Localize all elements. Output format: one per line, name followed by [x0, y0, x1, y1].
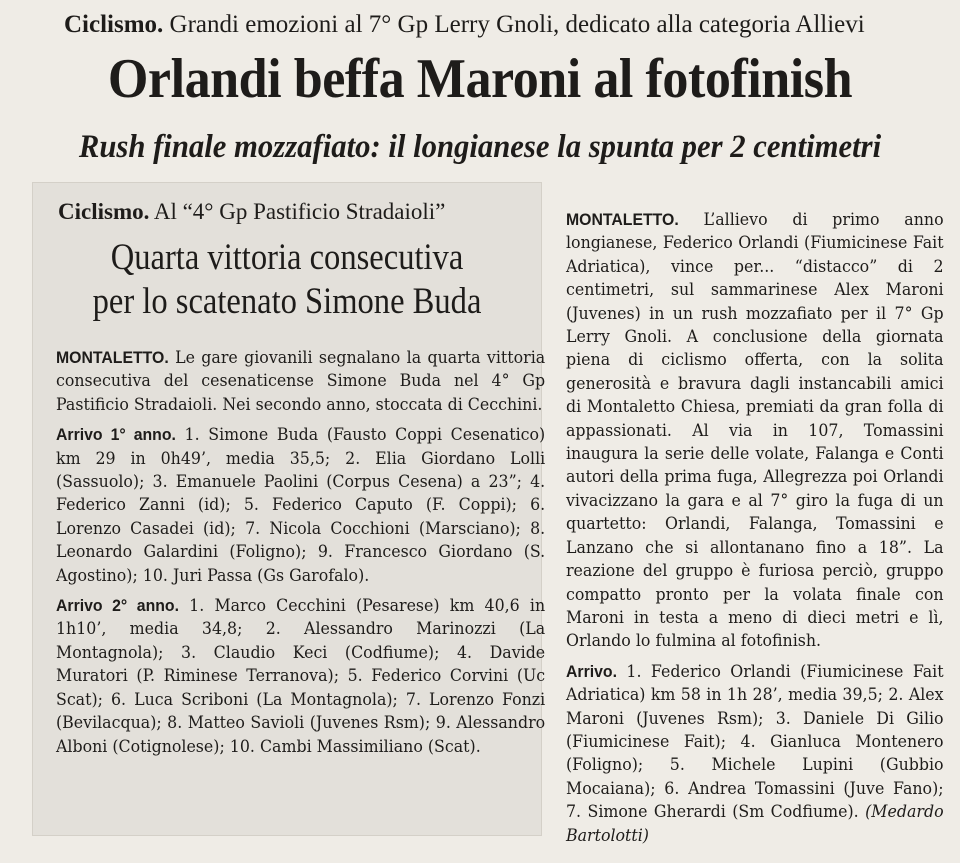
dateline: MONTALETTO.	[566, 210, 679, 229]
sidebar-paragraph	[56, 346, 545, 417]
results-lead: Arrivo 2° anno.	[56, 596, 179, 616]
results-first-year	[56, 423, 545, 588]
paragraph-text: L’allievo di primo anno longianese, Federico Orlandi (Fiumicinese Fait Adriatica), vince per... “distacco” di 2 centimetri, sul sammarinese Alex Maroni (Juvenes) in un rush mozzafiato per il 7° Gp Lerry Gnoli. A conclusione della giornata piena di ciclismo offerta, con la solita generosità e bravura dagli instancabili amici di Montaletto Chiesa, premiati da gran folla di appassionati. Al via in 107, Tomassini inaugura la serie delle volate, Falanga e Conti autori della prima fuga, Allegrezza poi Orlandi vivacizzano la gara e al 7° giro la fuga di un quartetto: Orlandi, Falanga, Tomassini e Lanzano che si allontanano fino a 18”. La reazione del gruppo è furiosa perciò, gruppo compatto pronto per la volata finale con Maroni in testa a meno di dieci metri e lì, Orlando lo fulmina al fotofinish.	[566, 210, 944, 652]
main-paragraph	[566, 208, 944, 654]
sidebar-kicker	[58, 196, 538, 228]
sidebar-title-line2: per lo scatenato Simone Buda	[92, 281, 482, 322]
results-text: 1. Simone Buda (Fausto Coppi Cesenatico) km 29 in 0h49’, media 35,5; 2. Elia Giordano Lolli (Sassuolo); 3. Emanuele Paolini (Corpus Cesena) a 23”; 4. Federico Zanni (id); 5. Federico Caputo (F. Coppi); 6. Lorenzo Casadei (id); 7. Nicola Cocchioni (Marsciano); 8. Leonardo Galardini (Foligno); 9. Francesco Giordano (S. Agostino); 10. Juri Passa (Gs Garofalo).	[56, 425, 546, 586]
sidebar-kicker-text: Al “4° Gp Pastificio Stradaioli”	[153, 199, 446, 224]
kicker-text: Grandi emozioni al 7° Gp Lerry Gnoli, dedicato alla categoria Allievi	[169, 11, 865, 38]
results-main	[566, 660, 944, 848]
subheadline: Rush finale mozzafiato: il longianese la spunta per 2 centimetri	[78, 129, 882, 165]
sidebar-body	[56, 346, 545, 759]
headline: Orlandi beffa Maroni al fotofinish	[107, 48, 853, 110]
results-text: 1. Federico Orlandi (Fiumicinese Fait Adriatica) km 58 in 1h 28’, media 39,5; 2. Alex Maroni (Juvenes Rsm); 3. Daniele Di Gilio (Fiumicinese Fait); 4. Gianluca Montenero (Foligno); 5. Michele Lupini (Gubbio Mocaiana); 6. Andrea Tomassini (Juve Fano); 7. Simone Gherardi (Sm Codfiume).	[566, 661, 944, 823]
sidebar-title	[63, 236, 512, 324]
results-second-year	[56, 594, 545, 759]
results-lead: Arrivo.	[566, 661, 617, 681]
kicker-section: Ciclismo.	[64, 11, 164, 38]
paragraph-text: Le gare giovanili segnalano la quarta vittoria consecutiva del cesenaticense Simone Buda nel 4° Gp Pastificio Stradaioli. Nei secondo anno, stoccata di Cecchini.	[56, 348, 546, 415]
results-text: 1. Marco Cecchini (Pesarese) km 40,6 in 1h10’, media 34,8; 2. Alessandro Marinozzi (La Montagnola); 3. Claudio Keci (Codfiume); 4. Davide Muratori (P. Riminese Terranova); 5. Federico Corvini (Uc Scat); 6. Luca Scriboni (La Montagnola); 7. Lorenzo Fonzi (Bevilacqua); 8. Matteo Savioli (Juvenes Rsm); 9. Alessandro Alboni (Cotignolese); 10. Cambi Massimiliano (Scat).	[56, 596, 546, 757]
sidebar-title-line1: Quarta vittoria consecutiva	[110, 237, 464, 278]
main-article-body	[566, 208, 944, 848]
dateline: MONTALETTO.	[56, 348, 169, 367]
sidebar-kicker-section: Ciclismo.	[58, 199, 150, 224]
results-lead: Arrivo 1° anno.	[56, 425, 176, 445]
byline: (Medardo Bartolotti)	[566, 802, 944, 846]
article-kicker	[64, 8, 944, 42]
